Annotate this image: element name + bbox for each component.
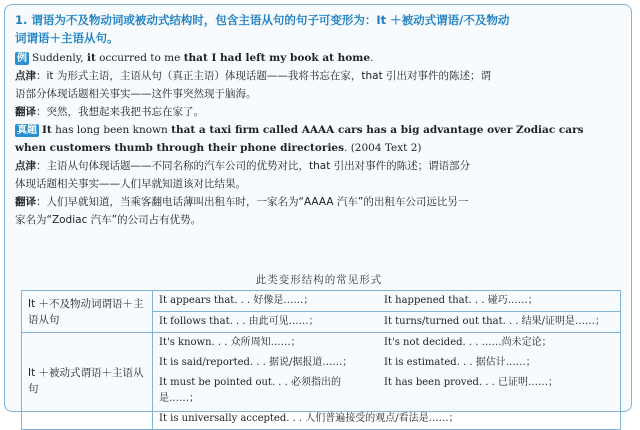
- group1-head: It ＋不及物动词谓语＋主语从句: [22, 291, 153, 333]
- exam-sentence: [15, 121, 623, 139]
- table-title: 此类变形结构的常见形式: [255, 274, 383, 286]
- form-item: It has been proved. . . 已证明……；: [384, 377, 558, 388]
- exam-mid: has long been known: [51, 124, 172, 136]
- document-content: [15, 11, 623, 424]
- exam-source: . (2004 Text 2): [344, 142, 422, 154]
- rule-heading: [15, 11, 623, 47]
- example-trans-text: ：突然，我想起来我把书忘在家了。: [36, 106, 204, 118]
- form-item: It's known. . . 众所周知……；: [159, 337, 301, 348]
- example-tag: 例: [17, 53, 27, 64]
- table-cell: [153, 333, 621, 354]
- exam-trans-label: 翻译: [15, 196, 36, 208]
- example-translation: [15, 103, 623, 121]
- example-note-line2: 语部分体现话题相关事实——这件事突然现于脑海。: [15, 88, 257, 100]
- form-item: It must be pointed out. . . 必须指出的是……；: [159, 377, 342, 404]
- group2-head: It ＋被动式谓语＋主语从句: [22, 333, 153, 430]
- table-cell: [153, 353, 621, 373]
- exam-sentence-line2: [15, 139, 623, 157]
- form-item: It appears that. . . 好像是……；: [159, 295, 314, 306]
- table-cell: [153, 409, 621, 430]
- example-end: .: [370, 52, 374, 64]
- exam-note-line2: 体现话题相关事实——人们早就知道该对比结果。: [15, 178, 246, 190]
- table-row: [22, 291, 621, 312]
- table-cell: [153, 291, 621, 312]
- exam-note-label: 点津: [15, 160, 36, 172]
- form-item: It is said/reported. . . 据说/据报道……；: [159, 357, 353, 368]
- example-pre: Suddenly,: [32, 52, 87, 64]
- exam-clause: that a taxi firm called AAAA cars has a big advantage over Zodiac cars: [171, 124, 584, 136]
- table-cell: [153, 312, 621, 333]
- exam-trans-line1: ：人们早就知道，当乘客翻电话薄叫出租车时，一家名为“AAAA 汽车”的出租车公司远比另一: [36, 196, 469, 208]
- example-note-label: 点津: [15, 70, 36, 82]
- form-item: It is universally accepted. . . 人们普遍接受的观点/看法是……；: [159, 413, 459, 424]
- example-mid: occurred to me: [95, 52, 184, 64]
- form-item: It follows that. . . 由此可见……；: [159, 316, 319, 327]
- exam-translation: [15, 193, 623, 211]
- exam-bold-it: It: [42, 124, 52, 136]
- document-panel: [4, 4, 632, 424]
- table-row: [22, 333, 621, 354]
- form-item: It's not decided. . . ……尚未定论；: [384, 337, 552, 348]
- form-item: It is estimated. . . 据估计……；: [384, 357, 536, 368]
- form-item: It turns/turned out that. . . 结果/证明是……；: [384, 316, 606, 327]
- example-bold-it: it: [86, 52, 96, 64]
- example-clause: that I had left my book at home: [183, 52, 371, 64]
- exam-clause-2: when customers thumb through their phone directories: [15, 142, 345, 154]
- exam-tag: 真题: [17, 125, 37, 136]
- exam-note-line1: ：主语从句体现话题——不同名称的汽车公司的优势对比，that 引出对事件的陈述；谓语部分: [36, 160, 471, 172]
- rule-heading-line2: 词谓语＋主语从句。: [15, 31, 119, 45]
- example-sentence: [15, 49, 623, 67]
- table-cell: [153, 373, 621, 409]
- rule-heading-line1: 1. 谓语为不及物动词或被动式结构时，包含主语从句的句子可变形为：It ＋被动式谓语/不及物动: [15, 13, 510, 27]
- exam-trans-line2: 家名为“Zodiac 汽车”的公司占有优势。: [15, 214, 202, 226]
- forms-table: [21, 290, 621, 430]
- example-note-line1: ：it 为形式主语，主语从句（真正主语）体现话题——我将书忘在家，that 引出对事件的陈述；谓: [36, 70, 492, 82]
- example-note: [15, 67, 623, 85]
- exam-note: [15, 157, 623, 175]
- example-trans-label: 翻译: [15, 106, 36, 118]
- form-item: It happened that. . . 碰巧……；: [384, 295, 538, 306]
